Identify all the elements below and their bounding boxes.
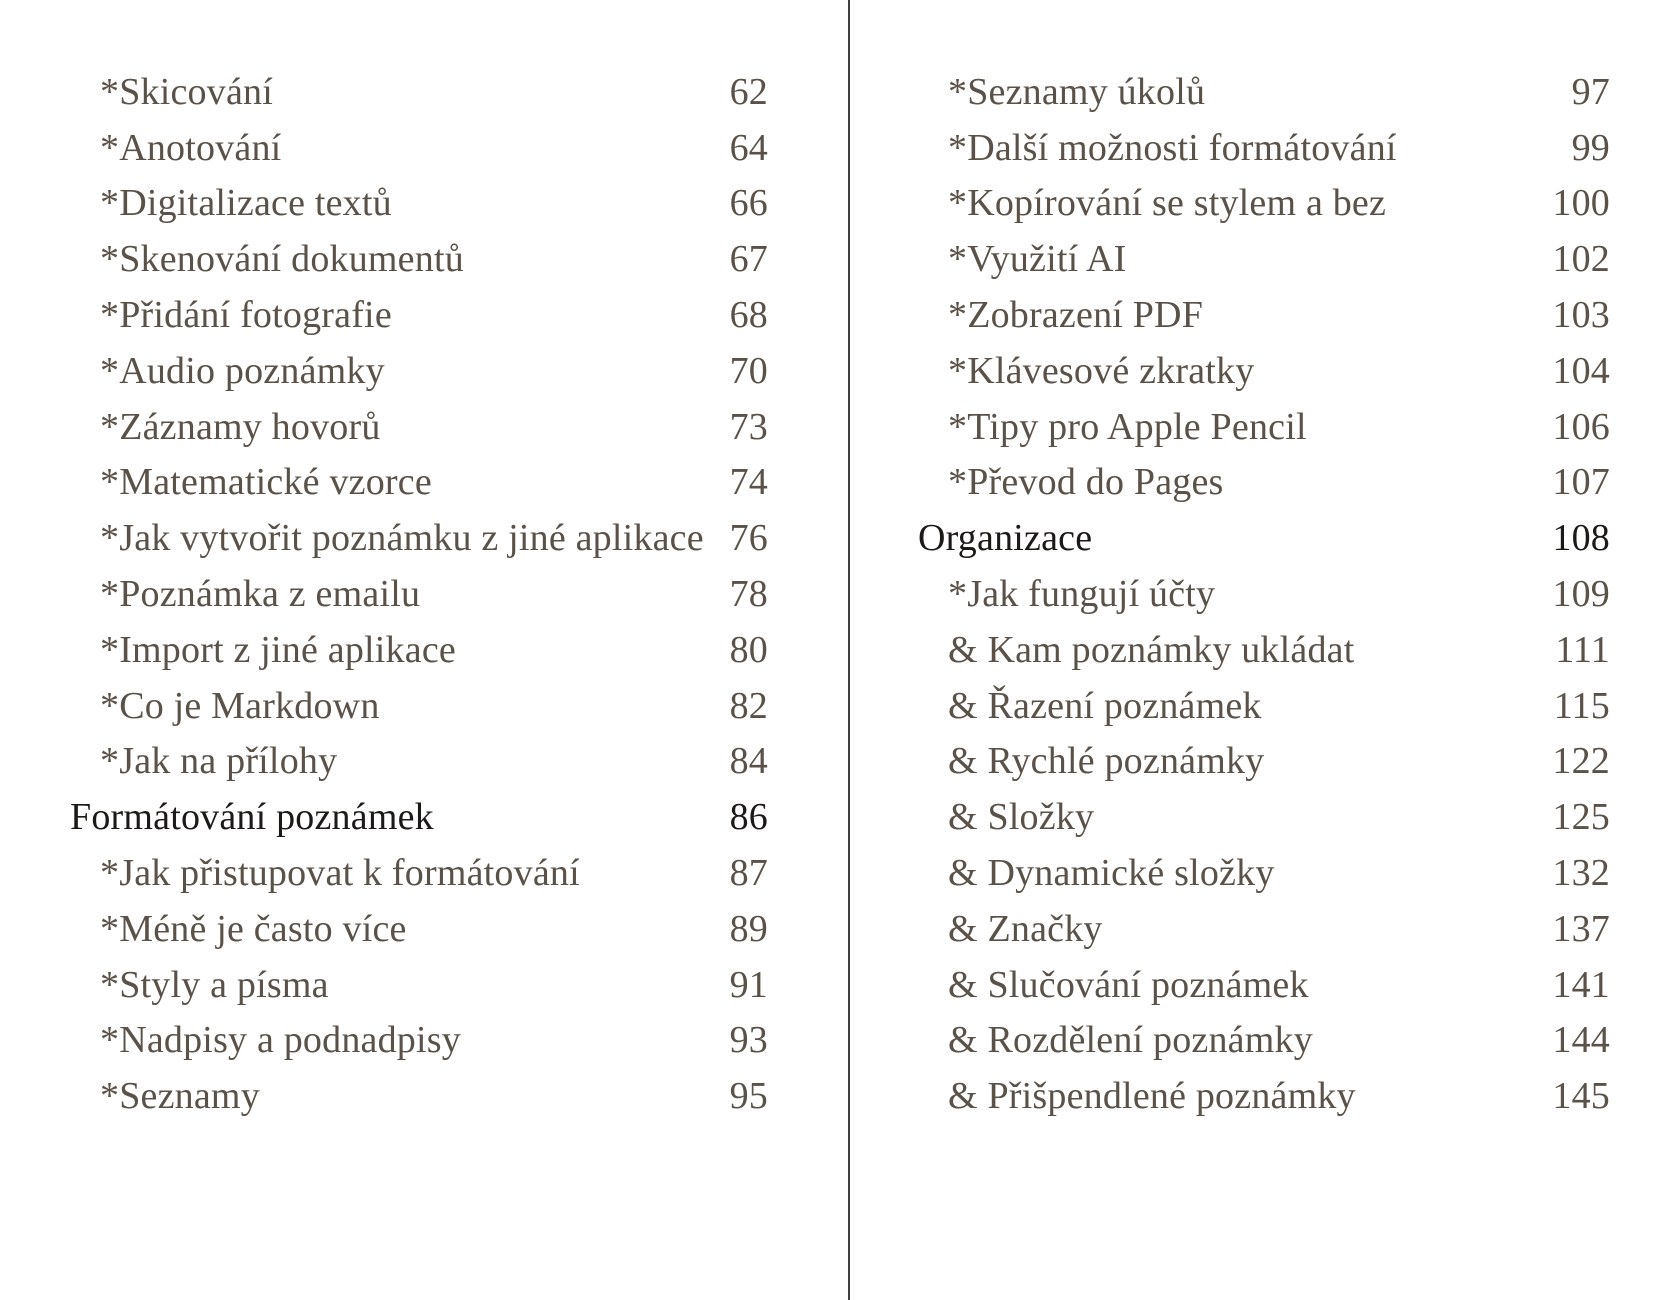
toc-entry[interactable]	[70, 287, 768, 343]
toc-entry-label: *Jak na přílohy	[100, 740, 338, 783]
toc-entry-page: 145	[1552, 1075, 1610, 1118]
toc-entry[interactable]	[70, 64, 768, 120]
toc-entry-label: *Seznamy	[100, 1075, 260, 1118]
toc-entry-page: 73	[729, 405, 768, 448]
toc-entry-page: 125	[1552, 796, 1610, 839]
toc-entry-page: 97	[1571, 70, 1610, 113]
toc-entry-label: *Matematické vzorce	[100, 461, 432, 504]
toc-entry-label: & Rychlé poznámky	[948, 740, 1265, 783]
toc-entry-label: *Tipy pro Apple Pencil	[948, 405, 1307, 448]
toc-entry-label: & Kam poznámky ukládat	[948, 628, 1355, 671]
toc-entry[interactable]	[70, 231, 768, 287]
toc-entry[interactable]	[918, 678, 1610, 734]
toc-right-column	[918, 64, 1610, 1124]
toc-entry[interactable]	[70, 789, 768, 845]
toc-entry-page: 95	[729, 1075, 768, 1118]
toc-entry-label: & Rozdělení poznámky	[948, 1019, 1313, 1062]
toc-entry[interactable]	[70, 343, 768, 399]
toc-entry-label: *Využití AI	[948, 238, 1127, 281]
toc-entry-label: *Anotování	[100, 126, 282, 169]
toc-entry-label: *Seznamy úkolů	[948, 70, 1206, 113]
toc-entry-page: 104	[1552, 349, 1610, 392]
toc-entry-label: *Import z jiné aplikace	[100, 628, 456, 671]
toc-entry-label: *Jak fungují účty	[948, 573, 1216, 616]
toc-entry[interactable]	[70, 734, 768, 790]
toc-entry-label: *Méně je často více	[100, 907, 407, 950]
toc-entry-label: & Přišpendlené poznámky	[948, 1075, 1356, 1118]
toc-entry[interactable]	[70, 120, 768, 176]
toc-entry-label: *Nadpisy a podnadpisy	[100, 1019, 461, 1062]
toc-entry-page: 106	[1552, 405, 1610, 448]
toc-entry-page: 137	[1552, 907, 1610, 950]
toc-entry-label: *Jak vytvořit poznámku z jiné aplikace	[100, 517, 704, 560]
toc-entry[interactable]	[918, 734, 1610, 790]
toc-entry-page: 62	[729, 70, 768, 113]
toc-entry-page: 80	[729, 628, 768, 671]
toc-entry[interactable]	[918, 510, 1610, 566]
toc-entry-page: 93	[729, 1019, 768, 1062]
toc-entry-page: 99	[1571, 126, 1610, 169]
toc-entry-label: *Převod do Pages	[948, 461, 1224, 504]
toc-entry-label: *Digitalizace textů	[100, 182, 392, 225]
toc-entry-label: *Poznámka z emailu	[100, 573, 421, 616]
toc-entry-page: 102	[1552, 238, 1610, 281]
toc-entry-label: & Slučování poznámek	[948, 963, 1309, 1006]
toc-entry[interactable]	[918, 343, 1610, 399]
toc-entry[interactable]	[918, 1013, 1610, 1069]
toc-entry-label: *Skenování dokumentů	[100, 238, 464, 281]
toc-entry[interactable]	[918, 399, 1610, 455]
toc-entry[interactable]	[918, 901, 1610, 957]
toc-entry-page: 100	[1552, 182, 1610, 225]
toc-entry-page: 111	[1555, 628, 1610, 671]
toc-entry-label: & Značky	[948, 907, 1103, 950]
toc-entry-page: 86	[729, 796, 768, 839]
page-divider	[848, 0, 850, 1300]
toc-entry-page: 107	[1552, 461, 1610, 504]
toc-entry-label: & Složky	[948, 796, 1095, 839]
toc-entry-label: *Jak přistupovat k formátování	[100, 852, 580, 895]
toc-entry[interactable]	[70, 622, 768, 678]
toc-entry[interactable]	[70, 1013, 768, 1069]
toc-entry-label: Formátování poznámek	[70, 796, 434, 839]
toc-entry[interactable]	[918, 287, 1610, 343]
toc-entry[interactable]	[70, 901, 768, 957]
toc-entry-label: *Záznamy hovorů	[100, 405, 381, 448]
toc-entry-label: & Dynamické složky	[948, 852, 1275, 895]
toc-entry[interactable]	[918, 120, 1610, 176]
toc-entry-label: *Skicování	[100, 70, 273, 113]
toc-entry-label: *Co je Markdown	[100, 684, 380, 727]
toc-entry[interactable]	[70, 1068, 768, 1124]
toc-entry-page: 115	[1553, 684, 1610, 727]
toc-entry-page: 91	[729, 963, 768, 1006]
toc-entry-page: 89	[729, 907, 768, 950]
toc-entry-page: 84	[729, 740, 768, 783]
toc-entry-label: *Další možnosti formátování	[948, 126, 1397, 169]
toc-entry[interactable]	[918, 455, 1610, 511]
toc-entry-page: 82	[729, 684, 768, 727]
toc-entry[interactable]	[70, 845, 768, 901]
toc-left-column	[70, 64, 768, 1124]
toc-entry[interactable]	[918, 845, 1610, 901]
toc-entry-page: 122	[1552, 740, 1610, 783]
toc-entry-page: 74	[729, 461, 768, 504]
toc-entry-page: 87	[729, 852, 768, 895]
toc-entry[interactable]	[70, 678, 768, 734]
toc-entry-label: *Styly a písma	[100, 963, 329, 1006]
toc-entry-page: 109	[1552, 573, 1610, 616]
toc-entry-label: *Klávesové zkratky	[948, 349, 1255, 392]
toc-entry-label: & Řazení poznámek	[948, 684, 1262, 727]
toc-entry-page: 76	[729, 517, 768, 560]
toc-entry-page: 67	[729, 238, 768, 281]
toc-entry[interactable]	[918, 176, 1610, 232]
toc-entry-page: 108	[1552, 517, 1610, 560]
toc-entry[interactable]	[70, 176, 768, 232]
toc-entry-page: 144	[1552, 1019, 1610, 1062]
toc-entry[interactable]	[70, 566, 768, 622]
toc-entry[interactable]	[70, 957, 768, 1013]
toc-entry[interactable]	[918, 1068, 1610, 1124]
toc-entry[interactable]	[918, 566, 1610, 622]
toc-entry-label: *Audio poznámky	[100, 349, 385, 392]
toc-entry[interactable]	[918, 622, 1610, 678]
toc-entry-page: 141	[1552, 963, 1610, 1006]
toc-entry[interactable]	[918, 231, 1610, 287]
toc-entry[interactable]	[70, 399, 768, 455]
toc-entry-page: 64	[729, 126, 768, 169]
toc-entry-label: *Zobrazení PDF	[948, 294, 1204, 337]
toc-entry-page: 132	[1552, 852, 1610, 895]
toc-entry-page: 66	[729, 182, 768, 225]
toc-entry-page: 103	[1552, 294, 1610, 337]
toc-entry[interactable]	[918, 64, 1610, 120]
toc-entry-page: 68	[729, 294, 768, 337]
toc-entry-label: Organizace	[918, 517, 1093, 560]
toc-entry[interactable]	[918, 789, 1610, 845]
toc-entry[interactable]	[918, 957, 1610, 1013]
toc-entry-label: *Kopírování se stylem a bez	[948, 182, 1387, 225]
toc-entry-label: *Přidání fotografie	[100, 294, 392, 337]
toc-entry[interactable]	[70, 510, 768, 566]
toc-entry-page: 78	[729, 573, 768, 616]
toc-entry[interactable]	[70, 455, 768, 511]
toc-entry-page: 70	[729, 349, 768, 392]
